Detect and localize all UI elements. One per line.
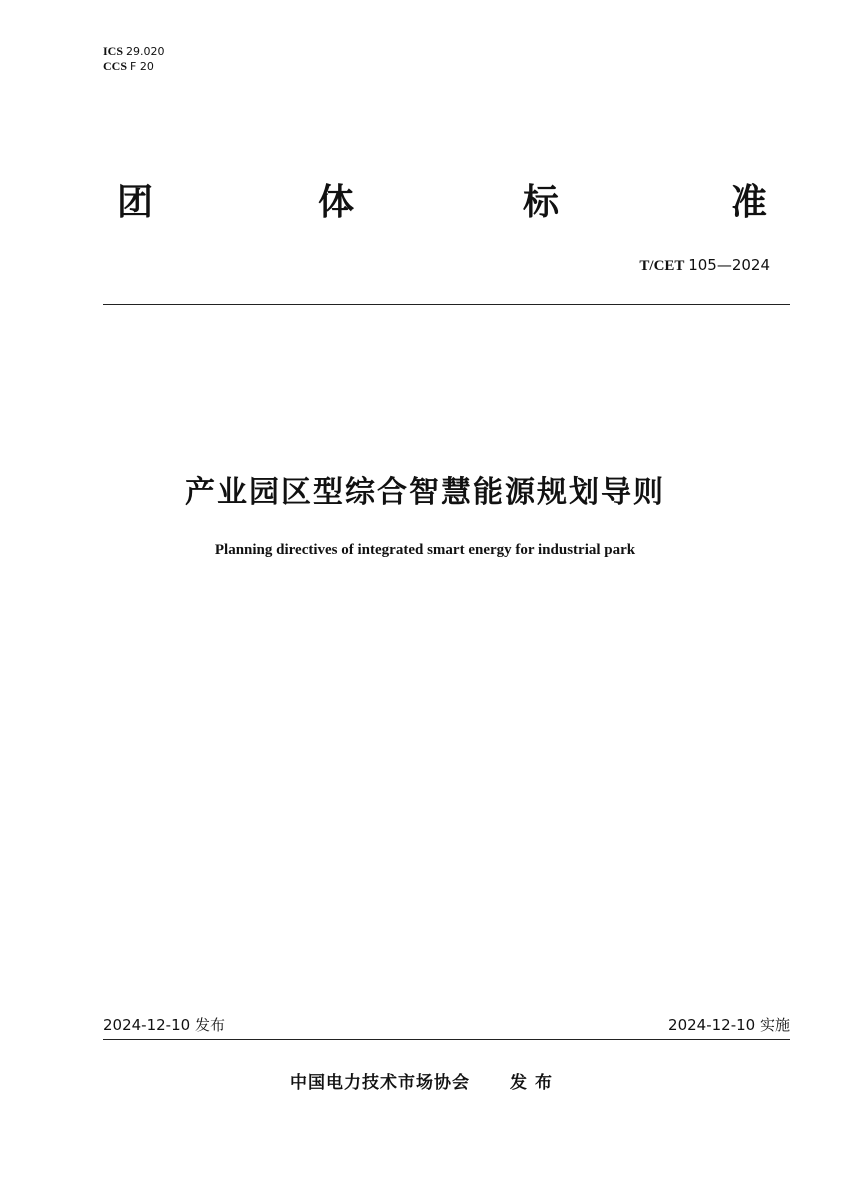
title-english: Planning directives of integrated smart energy for industrial park xyxy=(214,542,636,558)
implementation-date: 2024-12-10 实施 xyxy=(668,1016,790,1034)
standard-type-char-2: 体 xyxy=(318,182,355,223)
ics-line xyxy=(103,44,165,59)
classification-block xyxy=(103,44,165,74)
standard-number xyxy=(639,256,770,275)
ccs-code: F 20 xyxy=(130,60,154,73)
footer-divider xyxy=(103,1039,790,1040)
issue-date: 2024-12-10 发布 xyxy=(103,1016,225,1034)
standard-number-value: 105—2024 xyxy=(688,256,770,274)
standard-type-char-3: 标 xyxy=(523,182,560,223)
standard-type-char-4: 准 xyxy=(731,182,768,223)
standard-number-prefix: T/CET xyxy=(639,258,685,274)
ccs-line xyxy=(103,59,165,74)
header-divider xyxy=(103,304,790,305)
ics-code: 29.020 xyxy=(126,45,165,58)
title-chinese: 产业园区型综合智慧能源规划导则 xyxy=(185,475,665,510)
standard-type-heading xyxy=(103,174,781,224)
standard-type-char-1: 团 xyxy=(117,182,154,223)
publisher-action: 发布 xyxy=(510,1073,560,1093)
publisher-name: 中国电力技术市场协会 xyxy=(290,1073,470,1093)
publisher-line xyxy=(0,1068,850,1093)
ccs-label: CCS xyxy=(103,59,128,73)
ics-label: ICS xyxy=(103,44,124,58)
